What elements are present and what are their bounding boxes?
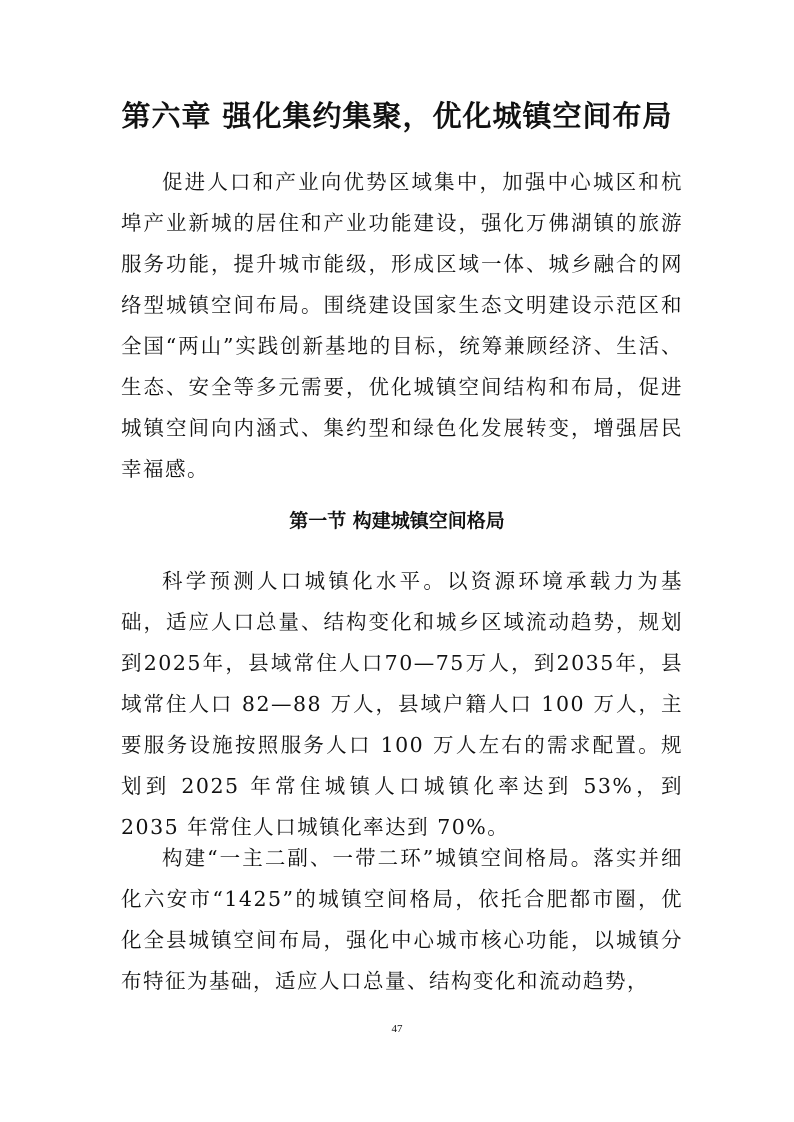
section-paragraph-spatial-pattern: 构建“一主二副、一带二环”城镇空间格局。落实并细化六安市“1425”的城镇空间格局，依托合肥都市圈，优化全县城镇空间布局，强化中心城市核心功能，以城镇分布特征为基础，适应人口总量、结构变化和流动趋势， <box>121 846 683 993</box>
chapter-title: 第六章 强化集约集聚，优化城镇空间布局 <box>121 99 673 133</box>
section-title: 第一节 构建城镇空间格局 <box>289 510 505 532</box>
section-paragraph-population: 科学预测人口城镇化水平。以资源环境承载力为基础，适应人口总量、结构变化和城乡区域流动趋势，规划到2025年，县域常住人口70—75万人，到2035年，县域常住人口 82—88 万人，县域户籍人口 100 万人，主要服务设施按照服务人口 100 万人左右的需求配置。规划到 2025 年常住城镇人口城镇化率达到 53%，到 2035 年常住人口城镇化率达到 70%。 <box>121 569 683 839</box>
chapter-intro-paragraph: 促进人口和产业向优势区域集中，加强中心城区和杭埠产业新城的居住和产业功能建设，强化万佛湖镇的旅游服务功能，提升城市能级，形成区域一体、城乡融合的网络型城镇空间布局。围绕建设国家生态文明建设示范区和全国“两山”实践创新基地的目标，统筹兼顾经济、生活、生态、安全等多元需要，优化城镇空间结构和布局，促进城镇空间向内涵式、集约型和绿色化发展转变，增强居民幸福感。 <box>121 170 683 481</box>
page-number: 47 <box>391 1023 403 1035</box>
